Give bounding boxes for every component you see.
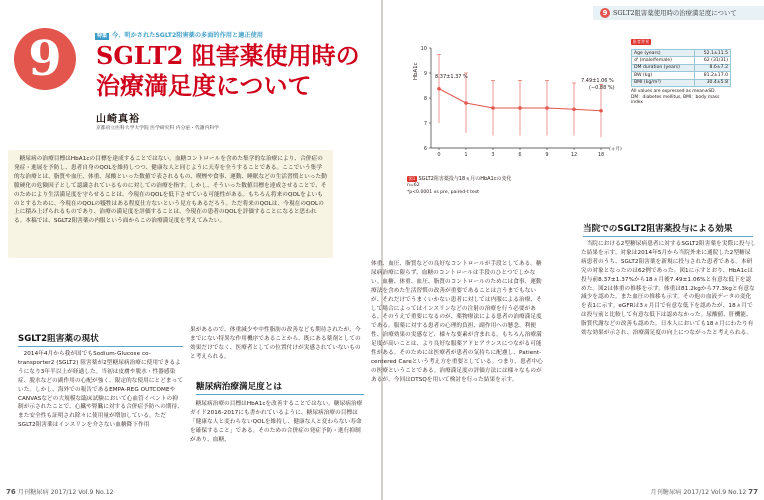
x-tick-label: 3	[491, 152, 495, 158]
body-col1	[18, 350, 183, 492]
body-col1-text: 2014年4月から我が国でもSodium-Glucose co-transporter2 (SGLT2) 阻害薬が2型糖尿病治療に使用できるようになり3年半以上が経過した。当初は皮膚や脱水・性器感染症、脱水などの副作用の心配が強く、限定的な使用にとどまっていた。しかし、海外での報告であるEMPA-REG OUTCOMEやCANVASなどの大規模な臨床試験において心血管イベントの抑制が示されたことで、心臓や腎臓に対する合併症予防への期待、また安全性も証明され除々に使用量が増加している。ただSGLT2阻害薬はインスリンを介さない血糖降下作用	[18, 351, 183, 429]
section-rule-3	[583, 236, 753, 237]
body-col2-top-text: 果があるので、体重減少や中性脂肪の改善なども期待されたが、今までにない特異な作用機序であることから、既にある薬剤としての効果だけでなく、医療者としての位置付けが実感されていないものと考えられる。	[190, 327, 361, 360]
body-col2-bottom	[190, 400, 365, 492]
figure-n: n=62	[407, 183, 420, 188]
section-rule-2	[196, 394, 364, 395]
figure-caption-text: SGLT2阻害薬投与18ヵ月のHbA1cの変化	[418, 176, 512, 182]
chart-svg	[413, 40, 625, 168]
author-name: 山崎真裕	[96, 114, 140, 125]
table-row	[632, 57, 731, 64]
data-point	[599, 109, 603, 113]
data-point	[572, 107, 576, 111]
table-cell-label: Age (years)	[632, 50, 695, 57]
table-cell-label: BMI (kg/m²)	[632, 79, 695, 86]
feature-title: 今、明かされたSGLT2阻害薬の多面的作用と適正使用	[112, 32, 263, 39]
data-point	[545, 106, 549, 110]
body-col3-text: 体重、血圧、脂質などの良好なコントロールが手段としてある。糖尿病治療に限らず、血糖のコントロールは手段のひとつでしかない。血糖、体重、血圧、脂質のコントロールのためには食事、運動療法を含めた生活習慣の改善が重要であることは言うまでもないが、それだけでうまくいかない患者に対しては内服による治療、そして場合によってはインスリンなどの注射の治療を行う必要がある。そのうえで重要になるのが、薬物療法による患者の治療満足度である。服薬に対する患者の心理的負担、副作用への懸念、利便性、治療効果の実感など、様々な要素が含まれる。もちろん治療満足度が高いことは、より良好な服薬アドヒアランスにつながる可能性がある。そのためには医療者が患者の気持ちに配慮し、Patient-centered Careという考え方を重要としている。つまり、患者中心の医療ということである。治療満足度の評価方法には様々なものがあるが、今回はDTSQを用いて検討を行った結果を示す。	[371, 261, 543, 383]
table-row	[632, 72, 731, 79]
figure-caption	[407, 175, 511, 182]
x-tick-label: 18	[597, 152, 605, 158]
running-title: SGLT2阻害薬使用時の治療満足度について	[613, 9, 737, 17]
figure-tag: 図1	[408, 176, 416, 181]
table-cell-value: 30.4±5.8	[694, 79, 730, 86]
data-point	[491, 106, 495, 110]
annot-delta: (−0.88 %)	[589, 85, 615, 91]
table-cell-value: 52.1±11.5	[694, 50, 730, 57]
annot-start: 8.37±1.37 %	[435, 74, 468, 80]
running-number: 9	[600, 8, 610, 18]
body-col2-top	[190, 326, 365, 370]
body-col4	[581, 240, 756, 492]
right-page	[371, 0, 764, 500]
left-page	[0, 0, 381, 500]
chart-ylabel: HbA1c	[413, 62, 419, 80]
section-rule	[18, 346, 183, 347]
table-title: 患者背景	[632, 39, 650, 44]
x-tick-label: 6	[518, 152, 522, 158]
table-cell-value: 62 (31/31)	[694, 57, 730, 64]
section-heading-current-status: SGLT2阻害薬の現状	[18, 334, 99, 344]
table-cell-value: 8.6±7.2	[694, 64, 730, 71]
feature-header	[95, 30, 263, 40]
table-body	[631, 49, 731, 87]
x-tick-label: 1	[464, 152, 468, 158]
footer-right: 月刊糖尿病 2017/12 Vol.9 No.12 77	[650, 488, 758, 496]
table-cell-label: BW (kg)	[632, 72, 695, 79]
feature-tag: 特集	[97, 33, 108, 39]
hba1c-chart	[413, 40, 625, 178]
y-tick-label: 7	[423, 120, 427, 127]
figure-note: *p<0.0001 vs pre, paired-t test	[407, 190, 479, 195]
data-point	[518, 106, 522, 110]
y-tick-label: 9	[423, 70, 427, 77]
y-tick-label: 10	[420, 45, 427, 52]
patient-table	[631, 28, 731, 105]
table-cell-label: ♂ (male/female)	[632, 57, 695, 64]
footer-left: 76 月刊糖尿病 2017/12 Vol.9 No.12	[6, 488, 114, 496]
abstract-text: 糖尿病の治療目標はHbA1cの目標を達成することではない。血糖コントロールを含めた集学的な治療により、合併症の発症・進展を予防し、患者自身のQOLを維持しつつ、健康な人と同じように天寿を全うすることである。ここでいう集学的な治療とは、脂質や血圧、体重、尿酸といった数値で表されるもの、喫煙や食事、運動、睡眠などの生活習慣といった動脈硬化の危険因子として認識されているものに対しての治療を指す。しかし、そういった数値目標を達成させることで、そのためにより生活満足度を守らせることは、今現在のQOLを低下させている可能性がある。もちろん将来のQOLをよいものとするために、今現在のQOLの犠牲はある程度仕方ないという見方もあるだろう。ただ将来のQOLは、今現在のQOLの上に積み上げられるものであり、治療の満足度を評価することは、今現在の患者のQOLを評価することになると思われる。本稿では、SGLT2阻害薬の内服という面からこの治療満足度を考えてみたい。	[14, 156, 327, 225]
x-unit: (ヵ月)	[609, 147, 622, 152]
data-point	[437, 87, 441, 91]
x-tick-label: 0	[437, 152, 441, 158]
table-cell-label: DM duration (years)	[632, 64, 695, 71]
article-title-line2: 治療満足度について	[96, 71, 312, 100]
section-heading-results: 当院でのSGLT2阻害薬投与による効果	[583, 224, 733, 234]
x-tick-label: 9	[545, 152, 549, 158]
y-tick-label: 8	[423, 95, 427, 102]
top-margin	[0, 0, 381, 8]
table-row	[632, 79, 731, 86]
table-footnote-2: DM：diabetes mellitus, BMI：body mass index	[631, 95, 720, 106]
author-affiliation: 京都府立医科大学大学院 医学研究科 内分泌・代謝内科学	[96, 126, 219, 131]
table-cell-value: 81.2±17.0	[694, 72, 730, 79]
article-number: 9	[28, 31, 62, 87]
table-row	[632, 64, 731, 71]
y-tick-label: 6	[423, 145, 427, 152]
body-col3	[371, 260, 544, 492]
article-title-line1: SGLT2 阻害薬使用時の	[96, 41, 360, 70]
section-heading-satisfaction: 糖尿病治療満足度とは	[196, 382, 282, 392]
article-number-circle	[14, 28, 76, 90]
x-tick-label: 12	[570, 152, 578, 158]
body-col2-bottom-text: 糖尿病治療の目標はHbA1cを改善することではない。糖尿病治療ガイド2016-2017にも書かれているように、糖尿病治療の目標は「健康な人と変わらないQOLを維持し、健康な人と変わらない寿命を確保すること」である。そのための合併症の発症予防・進行抑制があり、血糖、	[190, 401, 363, 443]
annot-end: 7.49±1.06 %	[581, 78, 614, 84]
data-point	[464, 101, 468, 105]
table-footnote-1: All values are expressed as mean±SD.	[631, 89, 716, 95]
abstract-panel	[8, 150, 333, 258]
body-col4-text: 当院における2型糖尿病患者に対するSGLT2阻害薬を実際に投与した結果を示す。対象は2014年5月から当院外来に通院した2型糖尿病患者のうち、SGLT2阻害薬を新規に投与された患者である。本研究の対象となったのは62例であった。図1に示すとおり、HbA1cは投与前8.37±1.37%から18ヵ月後7.49±1.06%と有意な低下を認めた。図2は体重の推移を示す。体重は81.2kgから77.3kgと有意な減少を認めた。また血圧の推移も示す。その他の血液データの変化を表1に示す。eGFRは3ヵ月目で有意な低下を認めたが、18ヵ月では投与前と比較して有意な低下は認めなかった。尿酸値、肝機能、脂質代謝などの改善も認めた。日本人においても18ヵ月にわたり有効な効果が示され、治療満足度の向上につながったと考えられる。	[581, 241, 756, 337]
table-row	[632, 50, 731, 57]
